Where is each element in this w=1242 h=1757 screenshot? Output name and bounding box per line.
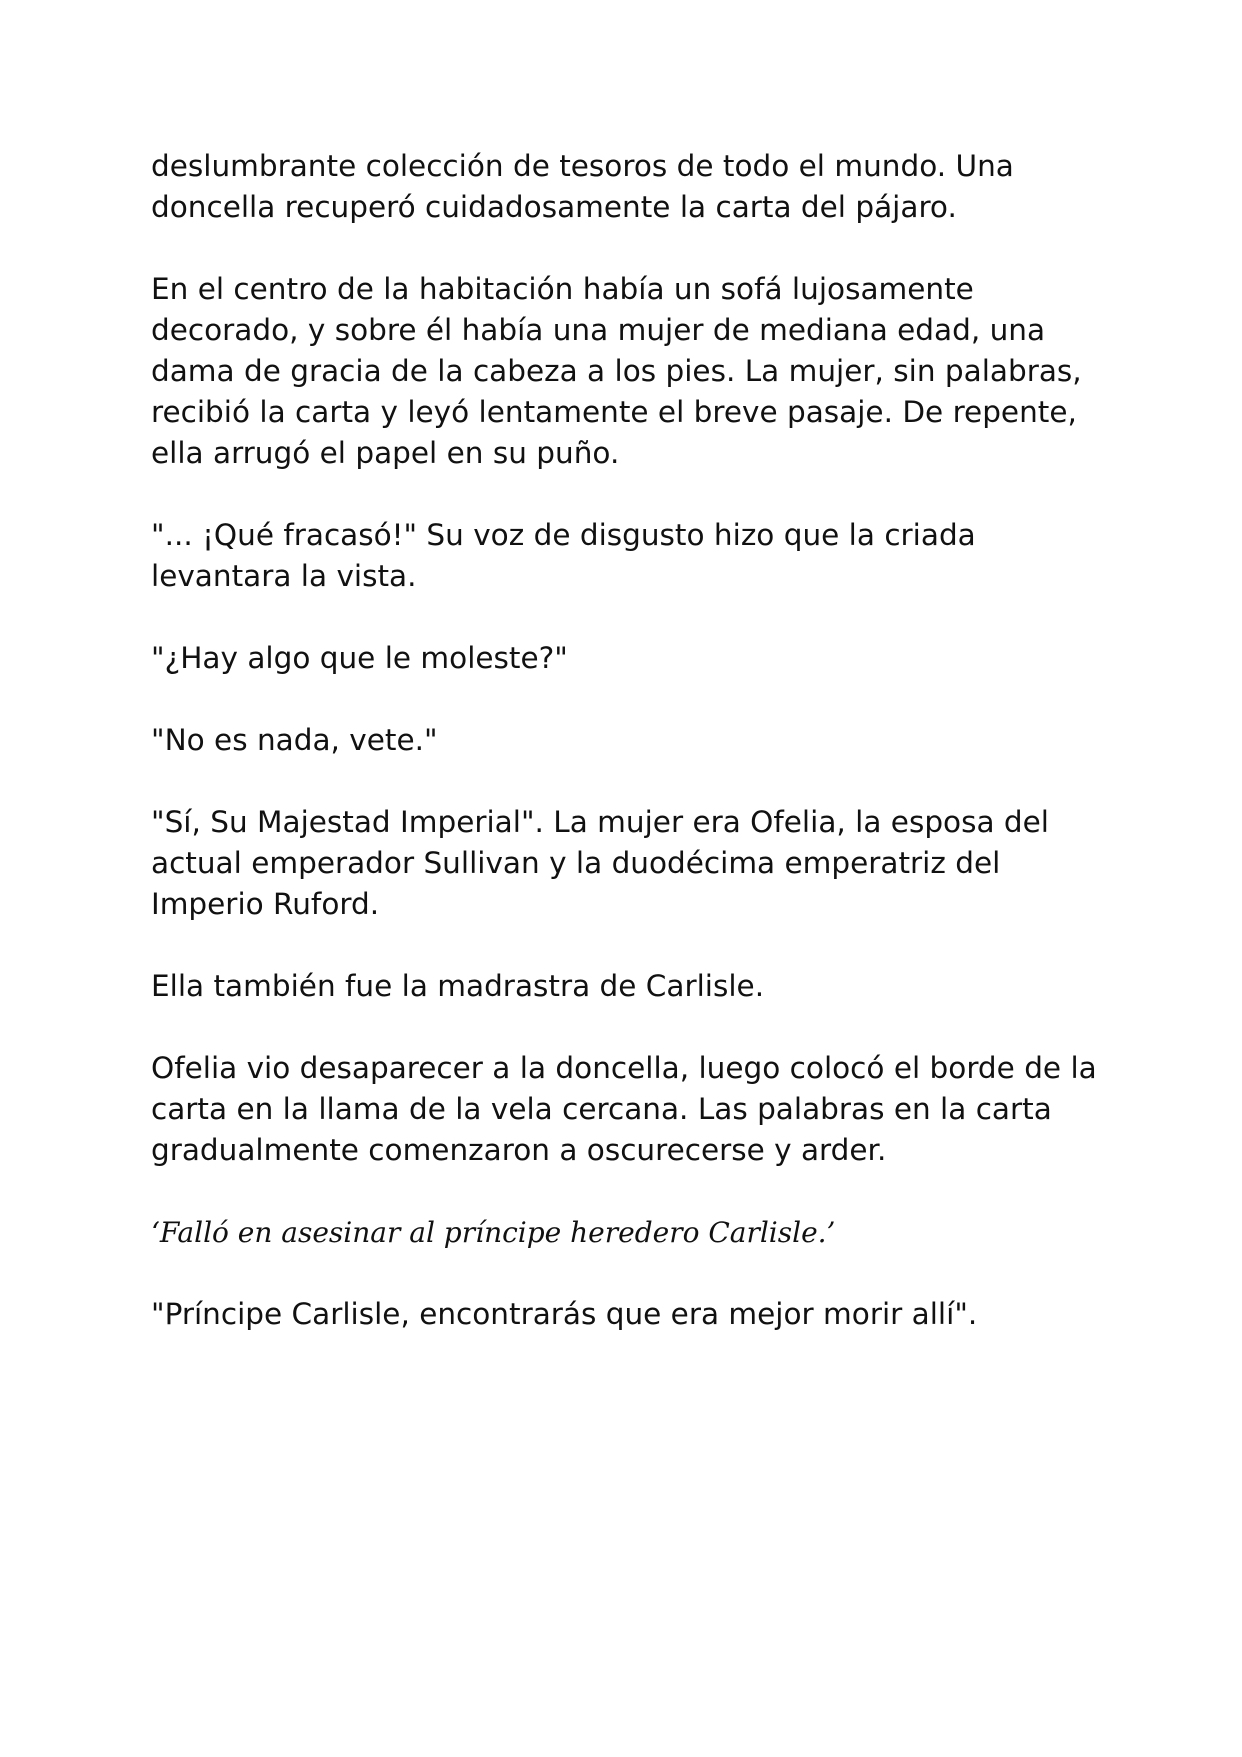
paragraph <box>151 966 1111 1007</box>
text-line: ‘Falló en asesinar al príncipe heredero Carlisle.’ <box>151 1216 836 1249</box>
document-body <box>151 146 1111 1376</box>
paragraph <box>151 269 1111 474</box>
text-line: deslumbrante colección de tesoros de todo el mundo. Una <box>151 149 1014 183</box>
text-line: "Príncipe Carlisle, encontrarás que era mejor morir allí". <box>151 1297 978 1331</box>
paragraph <box>151 146 1111 228</box>
paragraph <box>151 1294 1111 1335</box>
text-line: carta en la llama de la vela cercana. Las palabras en la carta <box>151 1092 1052 1126</box>
text-line: doncella recuperó cuidadosamente la carta del pájaro. <box>151 190 957 224</box>
paragraph <box>151 802 1111 925</box>
paragraph <box>151 1048 1111 1171</box>
text-line: Ofelia vio desaparecer a la doncella, luego colocó el borde de la <box>151 1051 1097 1085</box>
text-line: ella arrugó el papel en su puño. <box>151 436 620 470</box>
text-line: "Sí, Su Majestad Imperial". La mujer era Ofelia, la esposa del <box>151 805 1049 839</box>
text-line: Imperio Ruford. <box>151 887 380 921</box>
paragraph <box>151 515 1111 597</box>
text-line: actual emperador Sullivan y la duodécima emperatriz del <box>151 846 1001 880</box>
paragraph <box>151 720 1111 761</box>
text-line: "... ¡Qué fracasó!" Su voz de disgusto hizo que la criada <box>151 518 976 552</box>
text-line: gradualmente comenzaron a oscurecerse y arder. <box>151 1133 887 1167</box>
text-line: "¿Hay algo que le moleste?" <box>151 641 568 675</box>
text-line: "No es nada, vete." <box>151 723 438 757</box>
italic-quote-paragraph <box>151 1212 1111 1253</box>
text-line: levantara la vista. <box>151 559 417 593</box>
text-line: decorado, y sobre él había una mujer de mediana edad, una <box>151 313 1046 347</box>
text-line: dama de gracia de la cabeza a los pies. La mujer, sin palabras, <box>151 354 1082 388</box>
text-line: Ella también fue la madrastra de Carlisle. <box>151 969 765 1003</box>
text-line: recibió la carta y leyó lentamente el breve pasaje. De repente, <box>151 395 1077 429</box>
text-line: En el centro de la habitación había un sofá lujosamente <box>151 272 974 306</box>
paragraph <box>151 638 1111 679</box>
